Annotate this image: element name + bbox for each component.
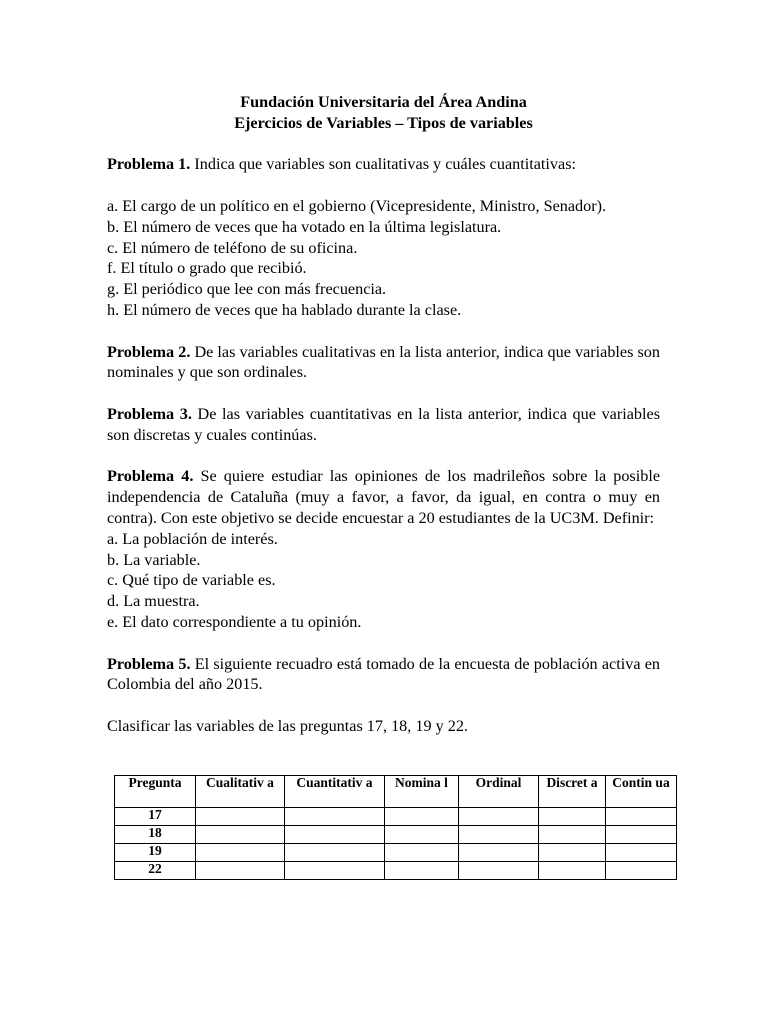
column-header: Nomina l xyxy=(385,776,459,808)
list-item: f. El título o grado que recibió. xyxy=(107,259,307,278)
problem-2-statement xyxy=(107,342,660,384)
problem-3-text: De las variables cuantitativas en la lista anterior, indica que variables son discretas y cuales continúas. xyxy=(107,404,660,444)
table-instruction: Clasificar las variables de las preguntas 17, 18, 19 y 22. xyxy=(107,716,468,735)
table-cell xyxy=(459,826,539,844)
problem-3-label: Problema 3. xyxy=(107,404,192,423)
table-row xyxy=(115,862,677,880)
list-item: b. La variable. xyxy=(107,550,201,569)
table-cell xyxy=(285,826,385,844)
table-cell xyxy=(196,862,285,880)
problem-1-statement xyxy=(107,154,660,175)
table-cell xyxy=(539,844,606,862)
column-header: Ordinal xyxy=(459,776,539,808)
column-header: Cuantitativ a xyxy=(285,776,385,808)
column-header: Contin ua xyxy=(606,776,677,808)
table-cell xyxy=(196,844,285,862)
list-item: a. El cargo de un político en el gobierno (Vicepresidente, Ministro, Senador). xyxy=(107,196,607,215)
table-row xyxy=(115,826,677,844)
classification-table xyxy=(114,775,677,880)
table-cell xyxy=(385,808,459,826)
list-item: h. El número de veces que ha hablado durante la clase. xyxy=(107,300,462,319)
table-cell xyxy=(196,826,285,844)
table-cell xyxy=(385,862,459,880)
table-cell xyxy=(539,808,606,826)
table-cell xyxy=(459,844,539,862)
document-title: Ejercicios de Variables – Tipos de variables xyxy=(234,113,533,132)
table-cell xyxy=(196,808,285,826)
question-number-cell: 18 xyxy=(115,826,196,844)
table-cell xyxy=(606,808,677,826)
problem-3-statement xyxy=(107,404,660,446)
problem-2 xyxy=(107,342,660,384)
table-cell xyxy=(459,862,539,880)
problem-2-label: Problema 2. xyxy=(107,342,191,361)
table-cell xyxy=(285,808,385,826)
problem-4-text: Se quiere estudiar las opiniones de los madrileños sobre la posible independencia de Cataluña (muy a favor, a favor, da igual, en contra o muy en contra). Con este objetivo se decide encuestar a 20 estudiantes de la UC3M. Definir: xyxy=(107,467,660,527)
problem-2-text: De las variables cualitativas en la lista anterior, indica que variables son nominales y que son ordinales. xyxy=(107,342,660,382)
column-header: Discret a xyxy=(539,776,606,808)
table-cell xyxy=(606,862,677,880)
problem-5-label: Problema 5. xyxy=(107,654,191,673)
question-number-cell: 17 xyxy=(115,808,196,826)
list-item: d. La muestra. xyxy=(107,592,200,611)
list-item: a. La población de interés. xyxy=(107,529,278,548)
problem-1-text: Indica que variables son cualitativas y cuáles cuantitativas: xyxy=(190,155,576,174)
problem-4 xyxy=(107,466,660,632)
column-header: Cualitativ a xyxy=(196,776,285,808)
document-body xyxy=(107,92,660,737)
table-row xyxy=(115,808,677,826)
list-item: e. El dato correspondiente a tu opinión. xyxy=(107,612,362,631)
list-item: g. El periódico que lee con más frecuencia. xyxy=(107,280,387,299)
table-cell xyxy=(385,844,459,862)
table-row xyxy=(115,844,677,862)
problem-1 xyxy=(107,154,660,175)
problem-4-statement xyxy=(107,466,660,528)
problem-4-label: Problema 4. xyxy=(107,467,194,486)
table-cell xyxy=(385,826,459,844)
problem-3 xyxy=(107,404,660,446)
table-cell xyxy=(606,826,677,844)
list-item: c. Qué tipo de variable es. xyxy=(107,571,276,590)
table-cell xyxy=(459,808,539,826)
table-cell xyxy=(539,826,606,844)
problem-1-items xyxy=(107,196,660,321)
table-cell xyxy=(606,844,677,862)
question-number-cell: 22 xyxy=(115,862,196,880)
question-number-cell: 19 xyxy=(115,844,196,862)
table-cell xyxy=(539,862,606,880)
problem-1-label: Problema 1. xyxy=(107,155,191,174)
problem-5-statement xyxy=(107,654,660,696)
institution-title: Fundación Universitaria del Área Andina xyxy=(240,93,527,111)
list-item: c. El número de teléfono de su oficina. xyxy=(107,238,358,257)
table-cell xyxy=(285,844,385,862)
instruction-block xyxy=(107,716,660,737)
problem-5-text: El siguiente recuadro está tomado de la encuesta de población activa en Colombia del año 2015. xyxy=(107,654,660,694)
list-item: b. El número de veces que ha votado en la última legislatura. xyxy=(107,217,502,236)
column-header: Pregunta xyxy=(115,776,196,808)
table-header-row xyxy=(115,776,677,808)
table-cell xyxy=(285,862,385,880)
problem-5 xyxy=(107,654,660,696)
